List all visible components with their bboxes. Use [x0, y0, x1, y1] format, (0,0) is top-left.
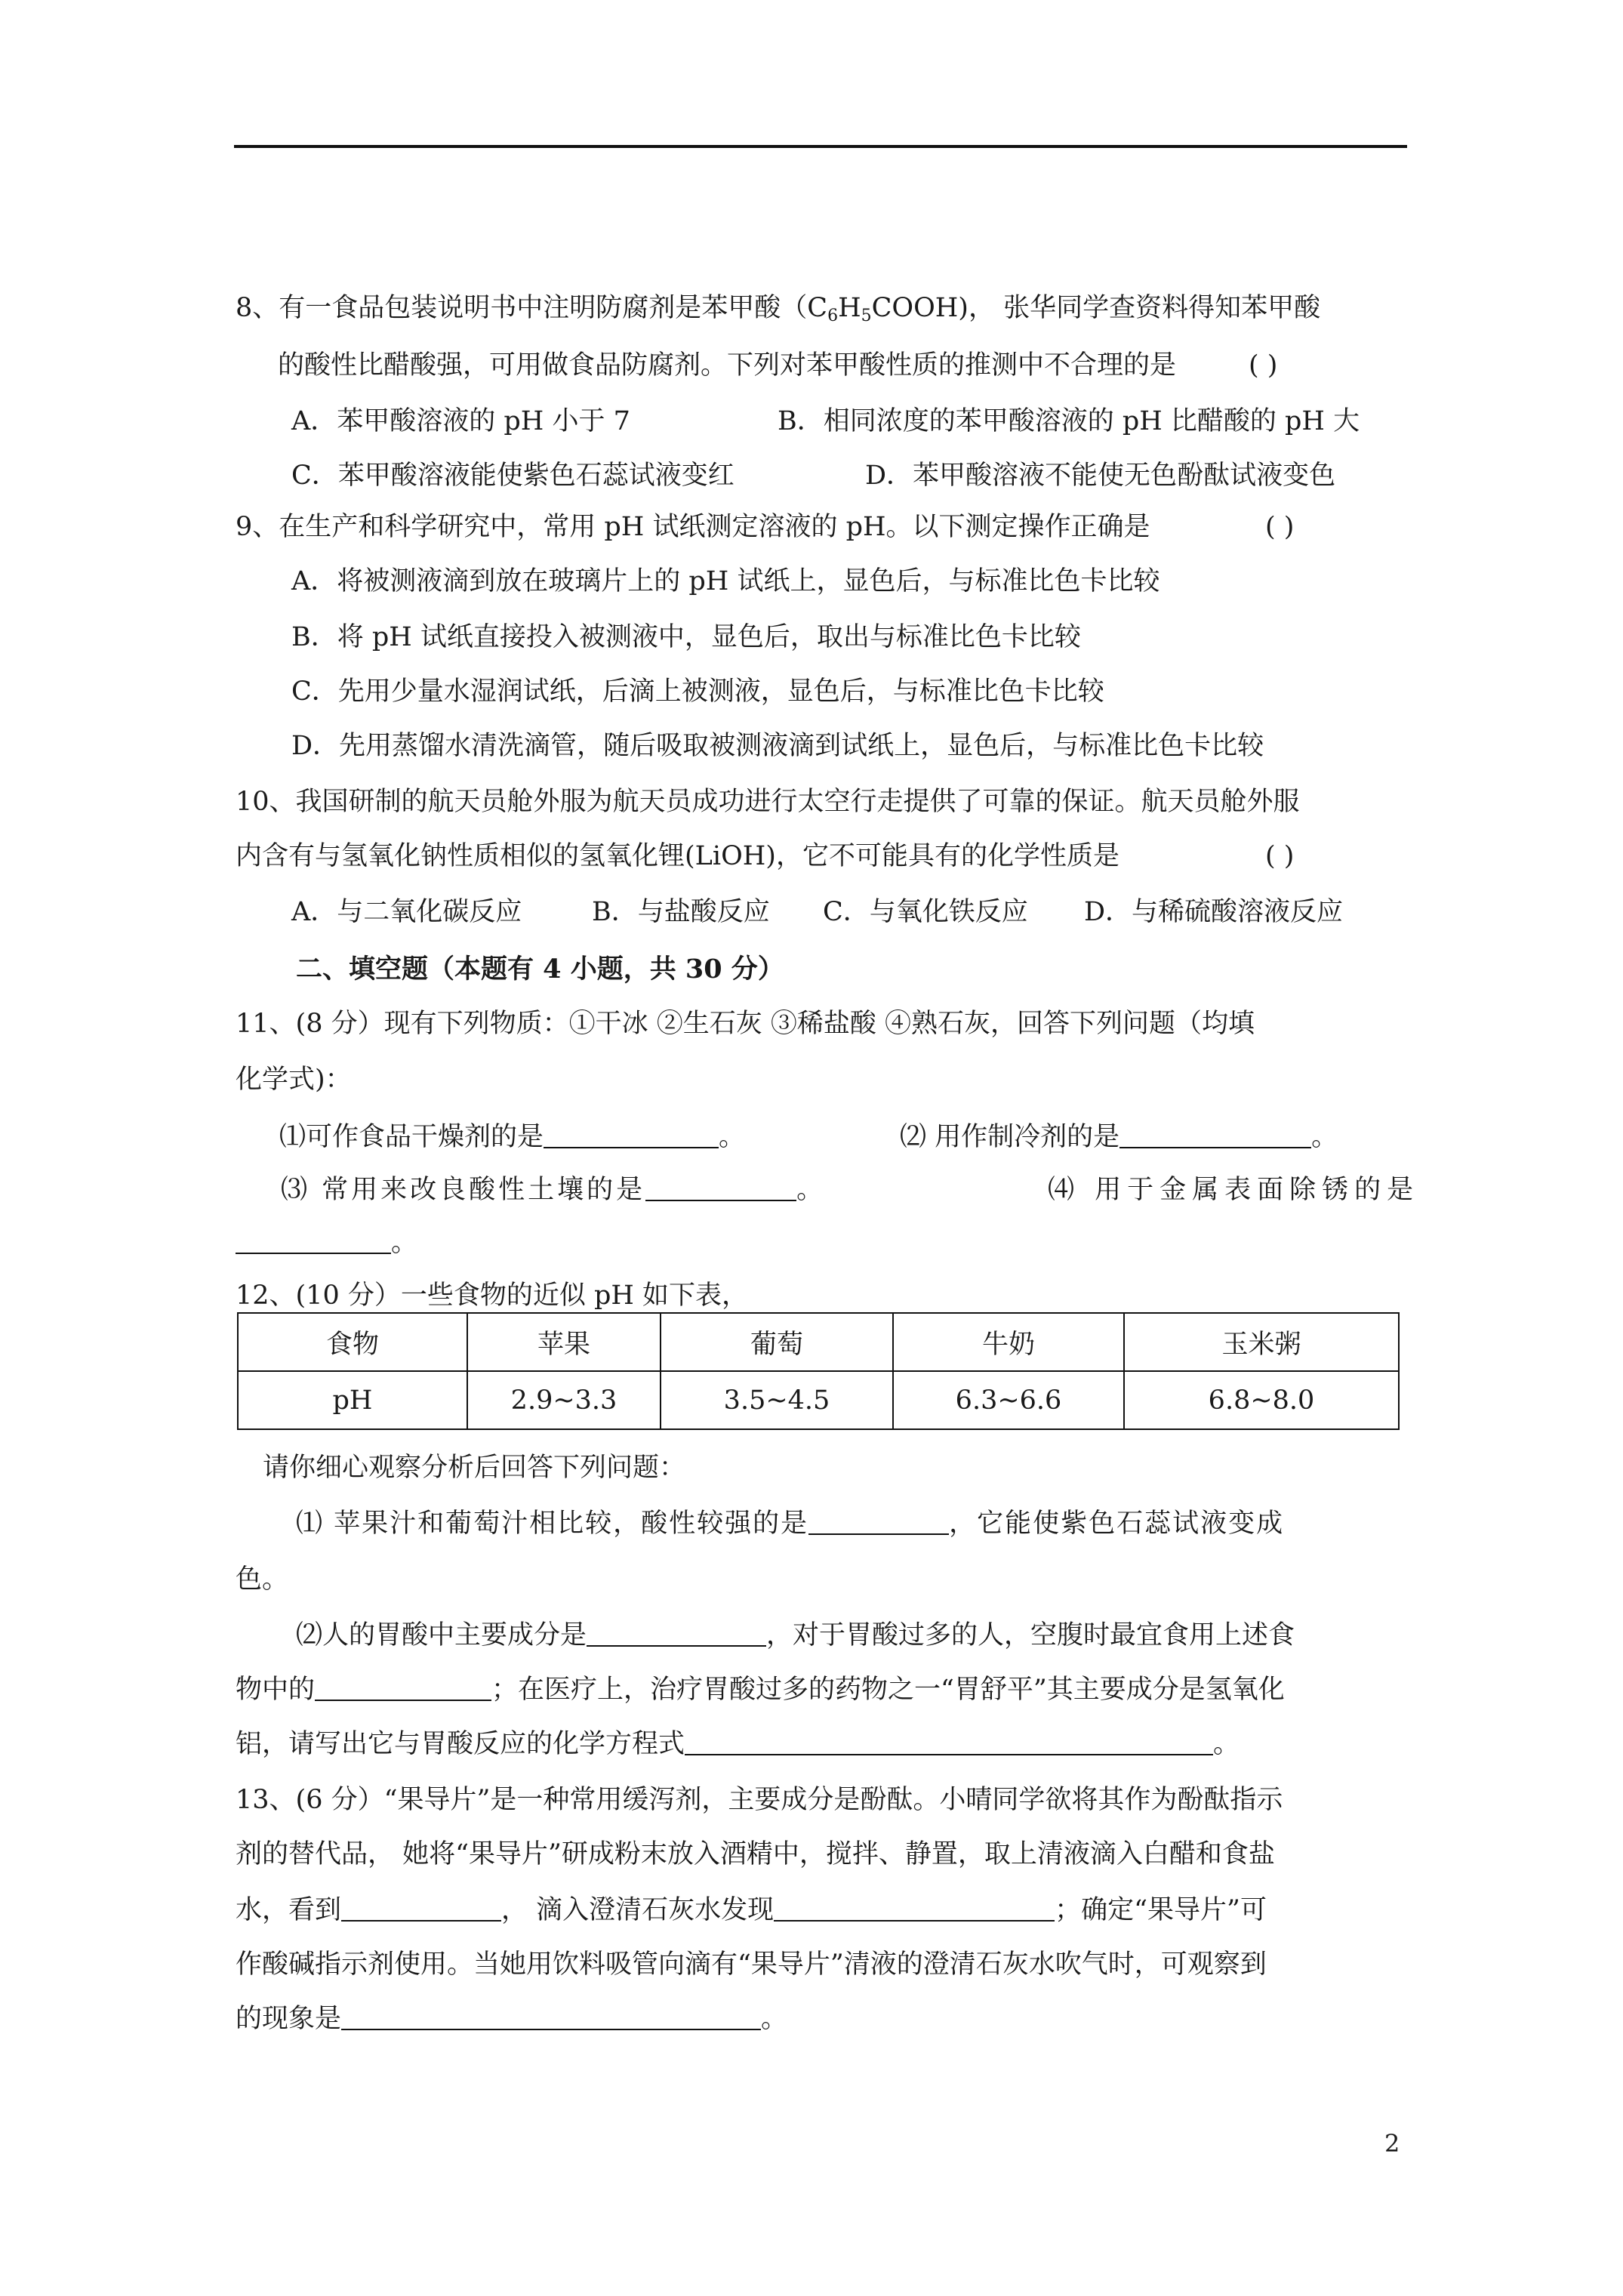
q12-part1-text-a: ⑴ 苹果汁和葡萄汁相比较，酸性较强的是	[296, 1509, 809, 1539]
q13-line5-text-b: 。	[761, 2004, 788, 2034]
q8-sub5: 5	[861, 307, 872, 325]
ph-table-cell: 3.5~4.5	[661, 1371, 893, 1429]
ph-table-cell: 6.3~6.6	[893, 1371, 1124, 1429]
q8-line2	[278, 349, 1176, 382]
q12-part1	[296, 1507, 1284, 1540]
q13-line5	[236, 2002, 787, 2036]
q8-h: H	[838, 293, 861, 323]
q10-answer-paren: ( )	[1265, 841, 1295, 871]
q11-blank4[interactable]	[236, 1230, 391, 1254]
q13-line4: 作酸碱指示剂使用。当她用饮料吸管向滴有“果导片”清液的澄清石灰水吹气时，可观察到	[236, 1949, 1267, 1980]
q8-line1	[236, 291, 1320, 325]
page-number: 2	[1384, 2129, 1400, 2158]
q12-blank4[interactable]	[685, 1731, 1213, 1755]
q8-option-a: A．苯甲酸溶液的 pH 小于 7	[291, 406, 630, 436]
ph-table-header-row	[238, 1313, 1399, 1371]
q13-line5-text-a: 的现象是	[236, 2004, 342, 2034]
q12-stem: 12、(10 分）一些食物的近似 pH 如下表，	[236, 1281, 749, 1311]
q9-option-c: C．先用少量水湿润试纸，后滴上被测液，显色后，与标准比色卡比较	[291, 676, 1104, 707]
q13-blank1[interactable]	[341, 1897, 501, 1922]
q9-stem: 9、在生产和科学研究中，常用 pH 试纸测定溶液的 pH。以下测定操作正确是	[236, 512, 1150, 542]
ph-table-header-cell: 苹果	[467, 1313, 661, 1371]
q11-part1-text: ⑴可作食品干燥剂的是	[279, 1122, 544, 1152]
q8-option-b: B．相同浓度的苯甲酸溶液的 pH 比醋酸的 pH 大	[778, 406, 1360, 436]
q11-blank3[interactable]	[645, 1177, 796, 1201]
q8-option-d: D．苯甲酸溶液不能使无色酚酞试液变色	[865, 461, 1336, 491]
q12-part1-cont: 色。	[236, 1564, 289, 1595]
q13-line3-text-a: 水，看到	[236, 1895, 342, 1925]
q11-part4-end: 。	[391, 1228, 418, 1258]
ph-table-cell: 2.9~3.3	[467, 1371, 661, 1429]
q10-option-b: B．与盐酸反应	[592, 897, 770, 927]
q12-part2-line3	[236, 1727, 1240, 1761]
header-rule	[234, 145, 1407, 148]
q12-blank2[interactable]	[587, 1623, 766, 1647]
ph-table-header-cell: 牛奶	[893, 1313, 1124, 1371]
q13-blank2[interactable]	[774, 1897, 1055, 1922]
q12-part2-text-a: ⑵人的胃酸中主要成分是	[296, 1620, 587, 1650]
ph-table-cell: pH	[238, 1371, 467, 1429]
ph-table-header-cell: 食物	[238, 1313, 467, 1371]
q9-option-d: D．先用蒸馏水清洗滴管，随后吸取被测液滴到试纸上，显色后，与标准比色卡比较	[291, 731, 1264, 761]
q8-line2-text: 的酸性比醋酸强，可用做食品防腐剂。下列对苯甲酸性质的推测中不合理的是	[278, 350, 1177, 381]
q11-part3-text: ⑶ 常用来改良酸性土壤的是	[281, 1175, 646, 1205]
q11-part1-end: 。	[719, 1122, 746, 1152]
q8-line1-post: COOH)， 张华同学查资料得知苯甲酸	[871, 293, 1321, 323]
q11-part3	[281, 1173, 826, 1207]
q10-option-d: D．与稀硫酸溶液反应	[1084, 897, 1344, 927]
ph-table-row	[238, 1371, 1399, 1429]
q12-part2-line1	[296, 1619, 1295, 1652]
q11-part2-text: ⑵ 用作制冷剂的是	[900, 1122, 1120, 1152]
q9-option-a: A．将被测液滴到放在玻璃片上的 pH 试纸上，显色后，与标准比色卡比较	[291, 566, 1160, 596]
q9-option-b: B．将 pH 试纸直接投入被测液中，显色后，取出与标准比色卡比较	[291, 622, 1081, 652]
q12-part1-text-b: ，它能使紫色石蕊试液变成	[949, 1509, 1285, 1539]
q11-line1: 11、(8 分）现有下列物质：①干冰 ②生石灰 ③稀盐酸 ④熟石灰，回答下列问题（均填	[236, 1009, 1255, 1039]
q11-part4: ⑷ 用于金属表面除锈的是	[1048, 1175, 1420, 1205]
q11-blank2[interactable]	[1119, 1124, 1311, 1148]
q11-line2: 化学式)：	[236, 1065, 352, 1095]
q13-line3-text-c: ；确定“果导片”可	[1055, 1895, 1267, 1925]
q12-part2-line2	[236, 1673, 1285, 1706]
section2-heading: 二、填空题（本题有 4 小题，共 30 分）	[296, 954, 784, 985]
q10-option-a: A．与二氧化碳反应	[291, 897, 522, 927]
q13-line3-text-b: ， 滴入澄清石灰水发现	[501, 1895, 775, 1925]
q8-line1-pre: 8、有一食品包装说明书中注明防腐剂是苯甲酸（C	[236, 293, 828, 323]
q10-line2: 内含有与氢氧化钠性质相似的氢氧化锂(LiOH)，它不可能具有的化学性质是	[236, 841, 1119, 871]
q8-option-c: C．苯甲酸溶液能使紫色石蕊试液变红	[291, 461, 735, 491]
q13-line1: 13、(6 分）“果导片”是一种常用缓泻剂，主要成分是酚酞。小晴同学欲将其作为酚酞指示	[236, 1785, 1283, 1815]
q12-intro: 请你细心观察分析后回答下列问题：	[263, 1453, 686, 1483]
q12-blank1[interactable]	[808, 1511, 949, 1535]
q12-part2-text-f: 。	[1213, 1729, 1240, 1759]
q9-answer-paren: ( )	[1265, 512, 1295, 542]
q12-part2-text-c: 物中的	[236, 1675, 316, 1705]
q10-option-c: C．与氧化铁反应	[823, 897, 1028, 927]
q8-answer-paren: ( )	[1249, 350, 1278, 381]
q13-blank3[interactable]	[341, 2006, 761, 2030]
q10-line1: 10、我国研制的航天员舱外服为航天员成功进行太空行走提供了可靠的保证。航天员舱外服	[236, 787, 1300, 817]
ph-table	[237, 1312, 1400, 1430]
q11-part2-end: 。	[1311, 1122, 1338, 1152]
q11-blank1[interactable]	[544, 1124, 719, 1148]
ph-table-header-cell: 葡萄	[661, 1313, 893, 1371]
q11-part4-cont	[236, 1226, 417, 1259]
q13-line2: 剂的替代品， 她将“果导片”研成粉末放入酒精中，搅拌、静置，取上清液滴入白醋和食盐	[236, 1839, 1275, 1869]
q11-part1	[279, 1120, 745, 1154]
q13-line3	[236, 1894, 1267, 1927]
ph-table-header-cell: 玉米粥	[1124, 1313, 1399, 1371]
q12-part2-text-b: ，对于胃酸过多的人，空腹时最宜食用上述食	[766, 1620, 1295, 1650]
ph-table-cell: 6.8~8.0	[1124, 1371, 1399, 1429]
q12-part2-text-e: 铝，请写出它与胃酸反应的化学方程式	[236, 1729, 685, 1759]
q12-part2-text-d: ；在医疗上，治疗胃酸过多的药物之一“胃舒平”其主要成分是氢氧化	[491, 1675, 1285, 1705]
q12-blank3[interactable]	[315, 1677, 491, 1701]
q8-sub6: 6	[827, 307, 839, 325]
q11-part2	[900, 1120, 1338, 1154]
q11-part3-end: 。	[796, 1175, 827, 1205]
